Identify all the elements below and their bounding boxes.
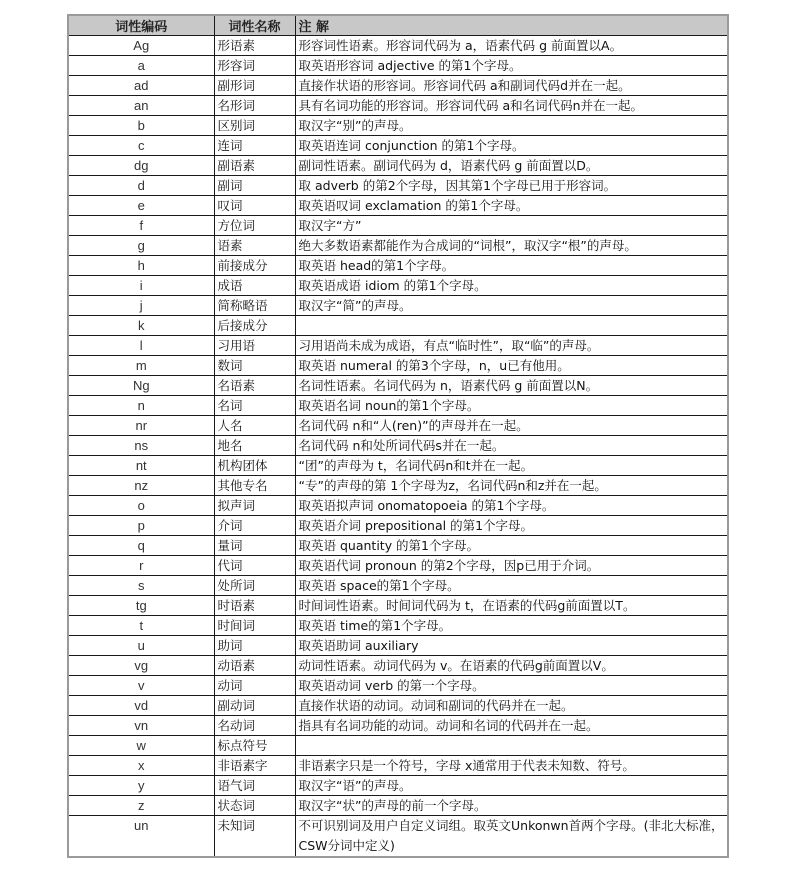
- header-note: 注 解: [295, 15, 728, 36]
- note-cell: 取英语形容词 adjective 的第1个字母。: [295, 56, 728, 76]
- name-cell: 机构团体: [214, 456, 295, 476]
- table-row: [68, 236, 728, 256]
- name-cell: 前接成分: [214, 256, 295, 276]
- table-row: [68, 176, 728, 196]
- table-row: [68, 776, 728, 796]
- name-cell: 处所词: [214, 576, 295, 596]
- name-cell: 动词: [214, 676, 295, 696]
- name-cell: 成语: [214, 276, 295, 296]
- name-cell: 名形词: [214, 96, 295, 116]
- table-body: [68, 36, 728, 858]
- code-cell: e: [68, 196, 214, 216]
- code-cell: nt: [68, 456, 214, 476]
- code-cell: k: [68, 316, 214, 336]
- table-row: [68, 36, 728, 56]
- code-cell: Ng: [68, 376, 214, 396]
- note-cell: 取英语连词 conjunction 的第1个字母。: [295, 136, 728, 156]
- note-cell: 不可识别词及用户自定义词组。取英文Unkonwn首两个字母。(非北大标准，CSW分词中定义): [295, 816, 728, 858]
- note-cell: 取英语成语 idiom 的第1个字母。: [295, 276, 728, 296]
- table-row: [68, 356, 728, 376]
- note-cell: 取汉字“语”的声母。: [295, 776, 728, 796]
- name-cell: 动语素: [214, 656, 295, 676]
- table-row: [68, 416, 728, 436]
- name-cell: 拟声词: [214, 496, 295, 516]
- name-cell: 标点符号: [214, 736, 295, 756]
- name-cell: 叹词: [214, 196, 295, 216]
- table-row: [68, 256, 728, 276]
- code-cell: vd: [68, 696, 214, 716]
- code-cell: a: [68, 56, 214, 76]
- table-row: [68, 636, 728, 656]
- code-cell: z: [68, 796, 214, 816]
- name-cell: 习用语: [214, 336, 295, 356]
- note-cell: 取英语拟声词 onomatopoeia 的第1个字母。: [295, 496, 728, 516]
- name-cell: 形语素: [214, 36, 295, 56]
- note-cell: 名词代码 n和“人(ren)”的声母并在一起。: [295, 416, 728, 436]
- name-cell: 副词: [214, 176, 295, 196]
- note-cell: 习用语尚未成为成语，有点“临时性”，取“临”的声母。: [295, 336, 728, 356]
- code-cell: Ag: [68, 36, 214, 56]
- table-row: [68, 756, 728, 776]
- note-cell: [295, 316, 728, 336]
- code-cell: o: [68, 496, 214, 516]
- header-name: 词性名称: [214, 15, 295, 36]
- note-cell: 副词性语素。副词代码为 d，语素代码 g 前面置以D。: [295, 156, 728, 176]
- name-cell: 副动词: [214, 696, 295, 716]
- name-cell: 助词: [214, 636, 295, 656]
- code-cell: j: [68, 296, 214, 316]
- code-cell: y: [68, 776, 214, 796]
- name-cell: 副形词: [214, 76, 295, 96]
- code-cell: an: [68, 96, 214, 116]
- name-cell: 代词: [214, 556, 295, 576]
- code-cell: c: [68, 136, 214, 156]
- name-cell: 后接成分: [214, 316, 295, 336]
- note-cell: 取汉字“简”的声母。: [295, 296, 728, 316]
- table-row: [68, 96, 728, 116]
- name-cell: 连词: [214, 136, 295, 156]
- code-cell: nz: [68, 476, 214, 496]
- table-row: [68, 116, 728, 136]
- table-row: [68, 656, 728, 676]
- note-cell: 直接作状语的动词。动词和副词的代码并在一起。: [295, 696, 728, 716]
- note-cell: 取英语 space的第1个字母。: [295, 576, 728, 596]
- note-cell: 名词代码 n和处所词代码s并在一起。: [295, 436, 728, 456]
- name-cell: 未知词: [214, 816, 295, 858]
- code-cell: g: [68, 236, 214, 256]
- name-cell: 语气词: [214, 776, 295, 796]
- note-cell: 取汉字“状”的声母的前一个字母。: [295, 796, 728, 816]
- note-cell: 取英语代词 pronoun 的第2个字母，因p已用于介词。: [295, 556, 728, 576]
- table-row: [68, 536, 728, 556]
- name-cell: 区别词: [214, 116, 295, 136]
- name-cell: 介词: [214, 516, 295, 536]
- note-cell: 动词性语素。动词代码为 v。在语素的代码g前面置以V。: [295, 656, 728, 676]
- note-cell: “团”的声母为 t，名词代码n和t并在一起。: [295, 456, 728, 476]
- name-cell: 方位词: [214, 216, 295, 236]
- code-cell: f: [68, 216, 214, 236]
- note-cell: 时间词性语素。时间词代码为 t，在语素的代码g前面置以T。: [295, 596, 728, 616]
- table-row: [68, 276, 728, 296]
- note-cell: 取英语名词 noun的第1个字母。: [295, 396, 728, 416]
- code-cell: w: [68, 736, 214, 756]
- table-row: [68, 136, 728, 156]
- table-row: [68, 556, 728, 576]
- code-cell: r: [68, 556, 214, 576]
- code-cell: p: [68, 516, 214, 536]
- table-row: [68, 56, 728, 76]
- note-cell: 取英语叹词 exclamation 的第1个字母。: [295, 196, 728, 216]
- code-cell: s: [68, 576, 214, 596]
- code-cell: n: [68, 396, 214, 416]
- name-cell: 量词: [214, 536, 295, 556]
- note-cell: “专”的声母的第 1个字母为z，名词代码n和z并在一起。: [295, 476, 728, 496]
- code-cell: dg: [68, 156, 214, 176]
- code-cell: t: [68, 616, 214, 636]
- table-row: [68, 476, 728, 496]
- name-cell: 时语素: [214, 596, 295, 616]
- name-cell: 地名: [214, 436, 295, 456]
- table-row: [68, 716, 728, 736]
- note-cell: 取英语 quantity 的第1个字母。: [295, 536, 728, 556]
- note-cell: 取 adverb 的第2个字母，因其第1个字母已用于形容词。: [295, 176, 728, 196]
- table-row: [68, 396, 728, 416]
- name-cell: 名词: [214, 396, 295, 416]
- code-cell: vn: [68, 716, 214, 736]
- code-cell: x: [68, 756, 214, 776]
- name-cell: 名语素: [214, 376, 295, 396]
- name-cell: 人名: [214, 416, 295, 436]
- note-cell: 直接作状语的形容词。形容词代码 a和副词代码d并在一起。: [295, 76, 728, 96]
- name-cell: 数词: [214, 356, 295, 376]
- name-cell: 非语素字: [214, 756, 295, 776]
- table-row: [68, 596, 728, 616]
- note-cell: 取英语 head的第1个字母。: [295, 256, 728, 276]
- table-row: [68, 156, 728, 176]
- code-cell: b: [68, 116, 214, 136]
- table-row: [68, 436, 728, 456]
- table-row: [68, 696, 728, 716]
- table-row: [68, 796, 728, 816]
- name-cell: 名动词: [214, 716, 295, 736]
- table-row: [68, 296, 728, 316]
- table-row: [68, 816, 728, 858]
- table-row: [68, 196, 728, 216]
- code-cell: vg: [68, 656, 214, 676]
- note-cell: 取英语介词 prepositional 的第1个字母。: [295, 516, 728, 536]
- name-cell: 时间词: [214, 616, 295, 636]
- note-cell: 非语素字只是一个符号，字母 x通常用于代表未知数、符号。: [295, 756, 728, 776]
- code-cell: q: [68, 536, 214, 556]
- code-cell: ad: [68, 76, 214, 96]
- name-cell: 简称略语: [214, 296, 295, 316]
- table-row: [68, 616, 728, 636]
- code-cell: l: [68, 336, 214, 356]
- table-row: [68, 496, 728, 516]
- table-row: [68, 336, 728, 356]
- table-row: [68, 516, 728, 536]
- note-cell: 名词性语素。名词代码为 n，语素代码 g 前面置以N。: [295, 376, 728, 396]
- table-row: [68, 76, 728, 96]
- table-row: [68, 316, 728, 336]
- note-cell: 取英语 time的第1个字母。: [295, 616, 728, 636]
- code-cell: v: [68, 676, 214, 696]
- note-cell: 绝大多数语素都能作为合成词的“词根”，取汉字“根”的声母。: [295, 236, 728, 256]
- code-cell: ns: [68, 436, 214, 456]
- code-cell: tg: [68, 596, 214, 616]
- table-row: [68, 216, 728, 236]
- code-cell: u: [68, 636, 214, 656]
- name-cell: 语素: [214, 236, 295, 256]
- note-cell: [295, 736, 728, 756]
- code-cell: nr: [68, 416, 214, 436]
- code-cell: un: [134, 818, 149, 833]
- note-cell: 取汉字“别”的声母。: [295, 116, 728, 136]
- code-cell: d: [68, 176, 214, 196]
- code-cell: m: [68, 356, 214, 376]
- table-row: [68, 676, 728, 696]
- table-row: [68, 736, 728, 756]
- name-cell: 状态词: [214, 796, 295, 816]
- note-cell: 取英语 numeral 的第3个字母，n，u已有他用。: [295, 356, 728, 376]
- pos-tag-table: [67, 14, 729, 858]
- code-cell: h: [68, 256, 214, 276]
- table-row: [68, 576, 728, 596]
- name-cell: 其他专名: [214, 476, 295, 496]
- note-cell: 取英语助词 auxiliary: [295, 636, 728, 656]
- table-header-row: [68, 15, 728, 36]
- note-cell: 取汉字“方”: [295, 216, 728, 236]
- code-cell: i: [68, 276, 214, 296]
- note-cell: 具有名词功能的形容词。形容词代码 a和名词代码n并在一起。: [295, 96, 728, 116]
- table-row: [68, 376, 728, 396]
- header-code: 词性编码: [68, 15, 214, 36]
- table-row: [68, 456, 728, 476]
- name-cell: 副语素: [214, 156, 295, 176]
- name-cell: 形容词: [214, 56, 295, 76]
- note-cell: 形容词性语素。形容词代码为 a，语素代码 g 前面置以A。: [295, 36, 728, 56]
- note-cell: 取英语动词 verb 的第一个字母。: [295, 676, 728, 696]
- note-cell: 指具有名词功能的动词。动词和名词的代码并在一起。: [295, 716, 728, 736]
